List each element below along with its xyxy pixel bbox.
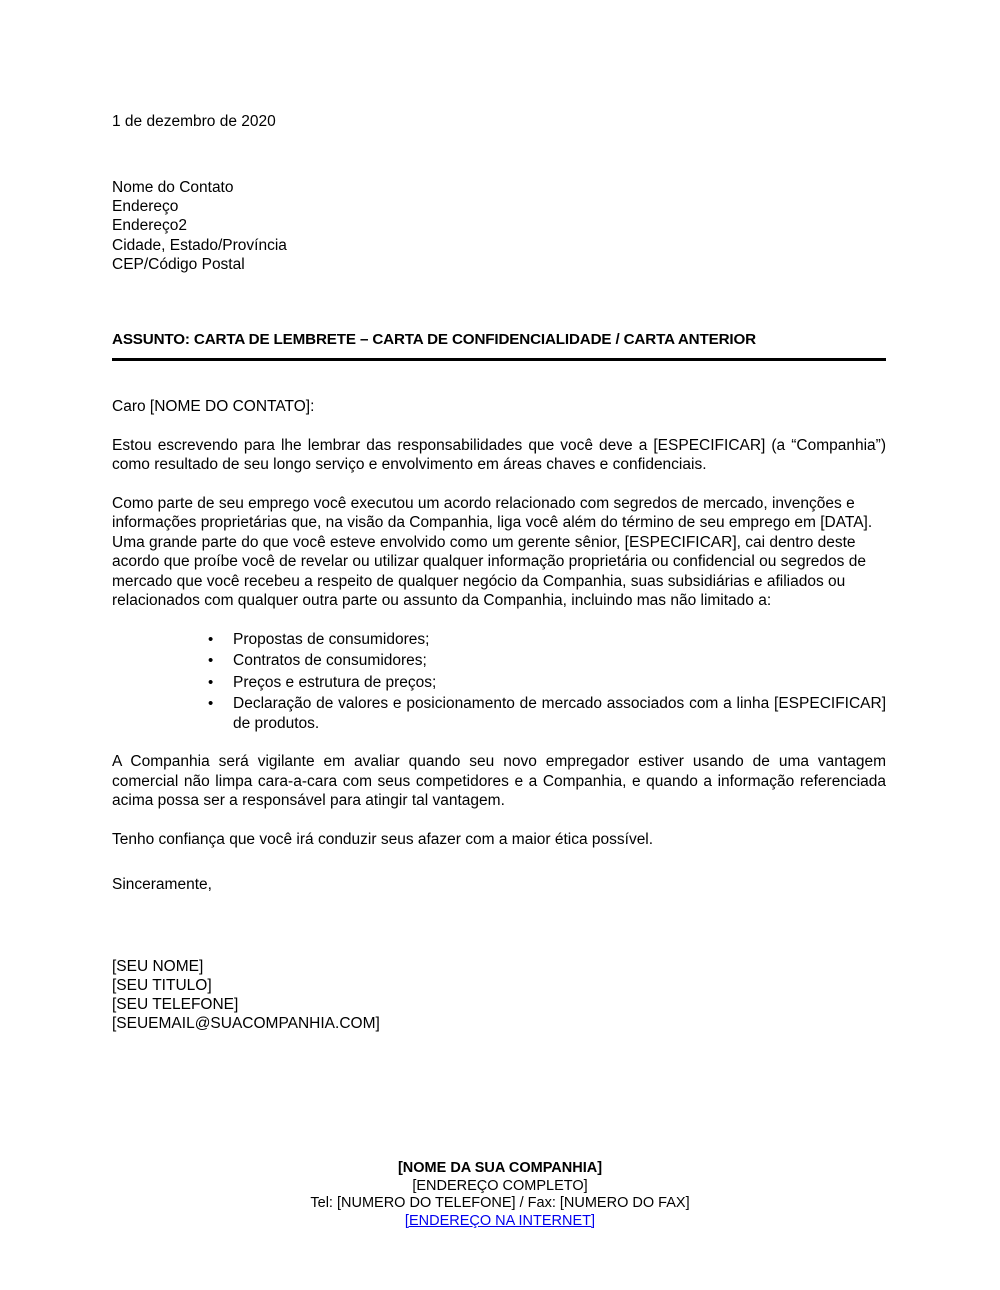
signature-line: [SEU NOME] [112, 957, 204, 975]
spacer-after-address [112, 274, 886, 330]
paragraph-4: Tenho confiança que você irá conduzir seus afazer com a maior ética possível. [112, 830, 654, 848]
confidential-items-list [112, 630, 886, 734]
bullet-icon: • [208, 695, 214, 713]
paragraph-2: Como parte de seu emprego você executou um acordo relacionado com segredos de mercado, invenções e informações proprietárias que, na visão da Companhia, liga você além do término de seu emprego em [DATA]. Uma grande parte do que você esteve envolvido como um gerente sênior, [ESPECIFICAR], cai dentro deste acordo que proíbe você de revelar ou utilizar qualquer informação proprietária ou confidencial ou segredos de mercado que você recebeu a respeito de qualquer negócio da Companhia, suas subsidiárias e afiliados ou relacionados com qualquer outra parte ou assunto da Companhia, incluindo mas não limitado a: [112, 494, 873, 610]
closing-line: Sinceramente, [112, 876, 212, 894]
signature-line: [SEUEMAIL@SUACOMPANHIA.COM] [112, 1015, 380, 1033]
letter-content [112, 112, 886, 1034]
paragraph-3: A Companhia será vigilante em avaliar quando seu novo empregador estiver usando de uma vantagem comercial não limpa cara-a-cara com seus competidores e a Companhia, e quando a informação referenciada acima possa ser a responsável para atingir tal vantagem. [112, 753, 886, 810]
recipient-address-block [112, 178, 886, 274]
paragraph-1: Estou escrevendo para lhe lembrar das responsabilidades que você deve a [ESPECIFICAR] (a “Companhia”) como resultado de seu longo serviço e envolvimento em áreas chaves e confidenciais. [112, 436, 886, 474]
bullet-icon: • [208, 630, 214, 648]
footer-address: [ENDEREÇO COMPLETO] [412, 1177, 588, 1194]
list-item-label: Propostas de consumidores; [233, 630, 430, 648]
signature-block [112, 957, 886, 1034]
spacer-after-date [112, 131, 886, 178]
subject-line: ASSUNTO: CARTA DE LEMBRETE – CARTA DE CONFIDENCIALIDADE / CARTA ANTERIOR [112, 331, 756, 349]
signature-line: [SEU TELEFONE] [112, 996, 239, 1014]
spacer-after-rule [112, 361, 886, 397]
address-line: CEP/Código Postal [112, 255, 245, 273]
list-item [112, 651, 886, 671]
list-item-label: Contratos de consumidores; [233, 652, 427, 670]
list-item-label: Preços e estrutura de preços; [233, 673, 437, 691]
list-item [112, 694, 886, 733]
page-footer [0, 1160, 1000, 1230]
address-line: Endereço [112, 198, 179, 216]
salutation: Caro [NOME DO CONTATO]: [112, 398, 315, 416]
list-item [112, 673, 886, 693]
bullet-icon: • [208, 652, 214, 670]
address-line: Endereço2 [112, 217, 187, 235]
date-line: 1 de dezembro de 2020 [112, 113, 276, 130]
footer-website-link[interactable]: [ENDEREÇO NA INTERNET] [404, 1212, 596, 1229]
address-line: Nome do Contato [112, 179, 234, 196]
address-line: Cidade, Estado/Província [112, 236, 287, 254]
signature-line: [SEU TITULO] [112, 976, 212, 994]
bullet-icon: • [208, 673, 214, 691]
footer-phone-fax: Tel: [NUMERO DO TELEFONE] / Fax: [NUMERO DO FAX] [310, 1195, 690, 1212]
list-item [112, 630, 886, 650]
footer-company-name: [NOME DA SUA COMPANHIA] [397, 1160, 603, 1176]
list-item-label: Declaração de valores e posicionamento de mercado associados com a linha [ESPECIFICAR] de produtos. [233, 695, 886, 732]
